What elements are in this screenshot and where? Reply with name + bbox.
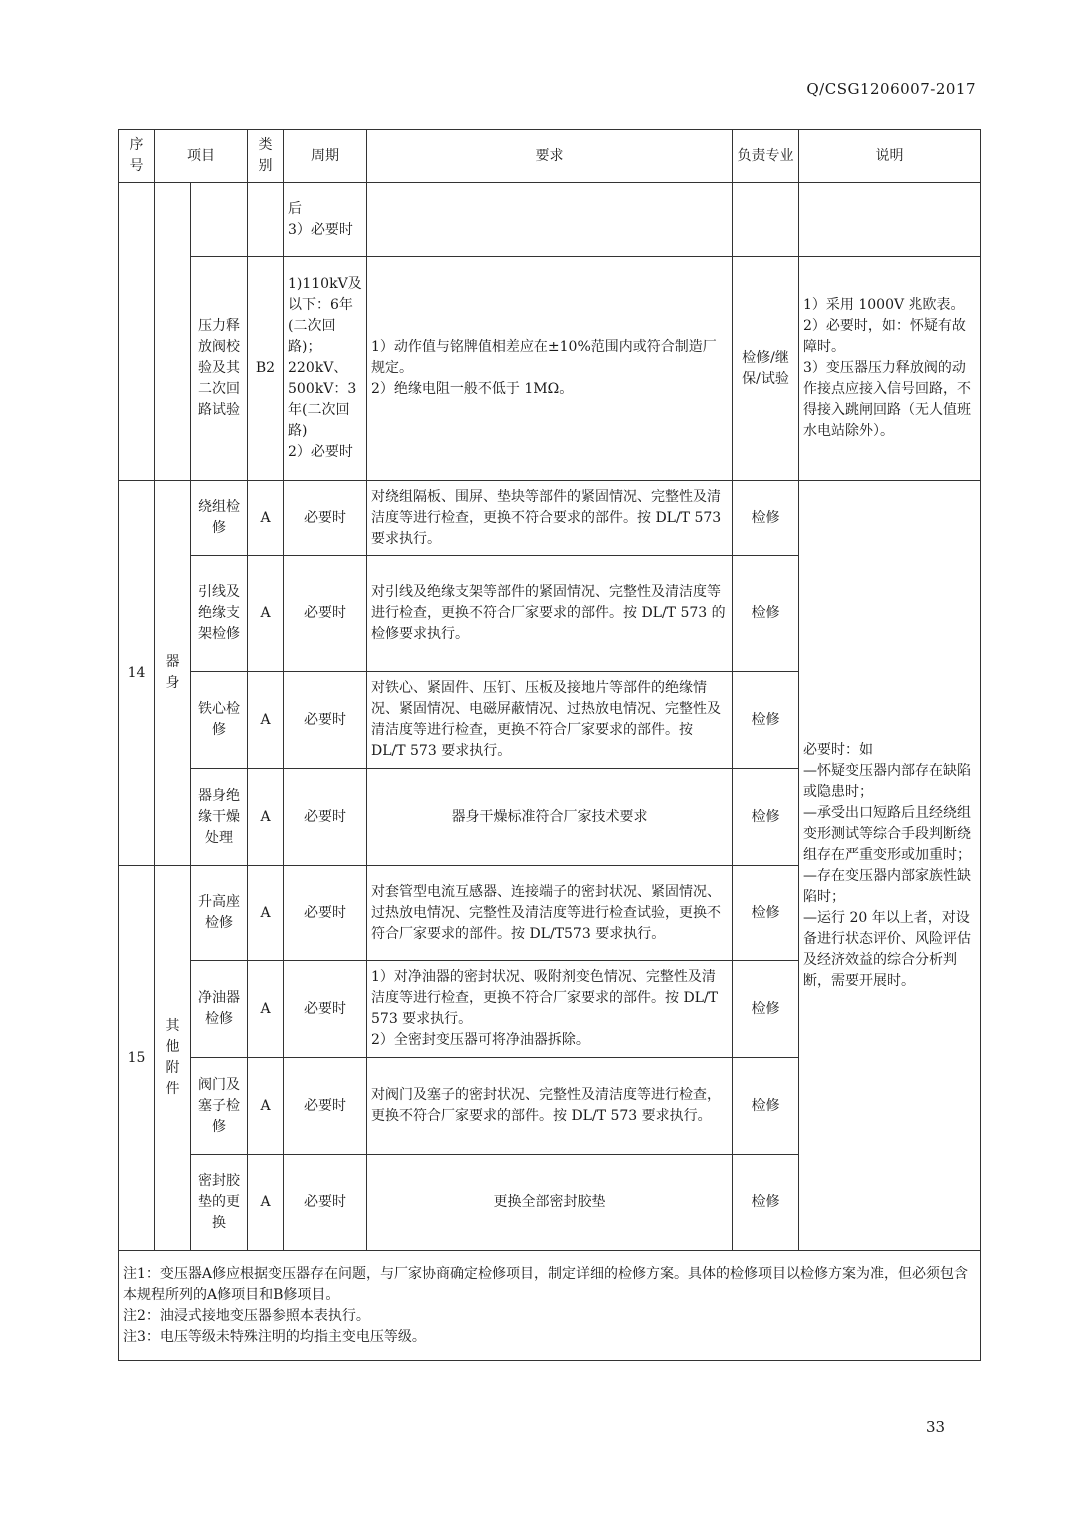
cell-cycle: 必要时 bbox=[284, 481, 367, 556]
cell-responsible: 检修 bbox=[733, 556, 799, 672]
header-row bbox=[119, 130, 981, 183]
cell-category-cont bbox=[248, 183, 284, 257]
header-item: 项目 bbox=[155, 130, 248, 183]
notes-row bbox=[119, 1251, 981, 1361]
cell-responsible: 检修 bbox=[733, 1058, 799, 1155]
page-number: 33 bbox=[926, 1418, 946, 1436]
cell-category: A bbox=[248, 961, 284, 1058]
cell-requirement: 1）动作值与铭牌值相差应在±10%范围内或符合制造厂规定。 2）绝缘电阻一般不低于 1MΩ。 bbox=[367, 257, 733, 481]
maintenance-table bbox=[118, 129, 981, 1361]
cell-responsible: 检修 bbox=[733, 961, 799, 1058]
table-row bbox=[119, 481, 981, 556]
cell-explain: 1）采用 1000V 兆欧表。 2）必要时，如：怀疑有故障时。 3）变压器压力释放阀的动作接点应接入信号回路，不得接入跳闸回路（无人值班水电站除外）。 bbox=[799, 257, 981, 481]
cell-cycle: 必要时 bbox=[284, 1155, 367, 1251]
cell-item: 阀门及塞子检修 bbox=[191, 1058, 248, 1155]
cell-requirement: 器身干燥标准符合厂家技术要求 bbox=[367, 769, 733, 866]
cell-item: 器身绝缘干燥处理 bbox=[191, 769, 248, 866]
note-2: 注2：油浸式接地变压器参照本表执行。 bbox=[123, 1307, 370, 1324]
cell-requirement-cont bbox=[367, 183, 733, 257]
cell-responsible: 检修/继保/试验 bbox=[733, 257, 799, 481]
cell-category: A bbox=[248, 672, 284, 769]
cell-responsible: 检修 bbox=[733, 1155, 799, 1251]
notes-cell bbox=[119, 1251, 981, 1361]
cell-category: A bbox=[248, 769, 284, 866]
cell-requirement: 对阀门及塞子的密封状况、完整性及清洁度等进行检查，更换不符合厂家要求的部件。按 DL/T 573 要求执行。 bbox=[367, 1058, 733, 1155]
header-requirement: 要求 bbox=[367, 130, 733, 183]
cell-category: A bbox=[248, 866, 284, 961]
cell-item-cont bbox=[191, 183, 248, 257]
cell-cycle-cont: 后 3）必要时 bbox=[284, 183, 367, 257]
cell-category: A bbox=[248, 481, 284, 556]
cell-responsible-cont bbox=[733, 183, 799, 257]
cell-requirement: 对铁心、紧固件、压钉、压板及接地片等部件的绝缘情况、紧固情况、电磁屏蔽情况、过热放电情况、完整性及清洁度等进行检查，更换不符合厂家要求的部件。按 DL/T 573 要求执行。 bbox=[367, 672, 733, 769]
cell-cycle: 必要时 bbox=[284, 556, 367, 672]
cell-part-prev bbox=[155, 183, 191, 481]
table-row-pressure-relief bbox=[119, 257, 981, 481]
header-responsible: 负责专业 bbox=[733, 130, 799, 183]
cell-category: A bbox=[248, 1058, 284, 1155]
header-cycle: 周期 bbox=[284, 130, 367, 183]
header-no: 序号 bbox=[119, 130, 155, 183]
header-category: 类别 bbox=[248, 130, 284, 183]
document-code: Q/CSG1206007-2017 bbox=[806, 80, 976, 98]
cell-item: 净油器检修 bbox=[191, 961, 248, 1058]
cell-item: 铁心检修 bbox=[191, 672, 248, 769]
note-3: 注3：电压等级未特殊注明的均指主变电压等级。 bbox=[123, 1328, 426, 1345]
cell-requirement: 对绕组隔板、围屏、垫块等部件的紧固情况、完整性及清洁度等进行检查，更换不符合要求的部件。按 DL/T 573 要求执行。 bbox=[367, 481, 733, 556]
note-1: 注1：变压器A修应根据变压器存在问题，与厂家协商确定检修项目，制定详细的检修方案。具体的检修项目以检修方案为准，但必须包含本规程所列的A修项目和B修项目。 bbox=[123, 1265, 969, 1303]
cell-item: 升高座检修 bbox=[191, 866, 248, 961]
cell-requirement: 对套管型电流互感器、连接端子的密封状况、紧固情况、过热放电情况、完整性及清洁度等进行检查试验，更换不符合厂家要求的部件。按 DL/T573 要求执行。 bbox=[367, 866, 733, 961]
cell-category: A bbox=[248, 1155, 284, 1251]
cell-category: B2 bbox=[248, 257, 284, 481]
table-row-continued bbox=[119, 183, 981, 257]
cell-cycle: 必要时 bbox=[284, 1058, 367, 1155]
shared-explain: 必要时：如 —怀疑变压器内部存在缺陷或隐患时； —承受出口短路后且经绕组变形测试等综合手段判断绕组存在严重变形或加重时； —存在变压器内部家族性缺陷时； —运行 20 年以上者，对设备进行状态评价、风险评估及经济效益的综合分析判断，需要开展时。 bbox=[799, 481, 981, 1251]
cell-responsible: 检修 bbox=[733, 481, 799, 556]
cell-requirement: 对引线及绝缘支架等部件的紧固情况、完整性及清洁度等进行检查，更换不符合厂家要求的部件。按 DL/T 573 的检修要求执行。 bbox=[367, 556, 733, 672]
cell-responsible: 检修 bbox=[733, 672, 799, 769]
header-explain: 说明 bbox=[799, 130, 981, 183]
group-part-15: 其他附件 bbox=[155, 866, 191, 1251]
cell-cycle: 必要时 bbox=[284, 866, 367, 961]
cell-requirement: 1）对净油器的密封状况、吸附剂变色情况、完整性及清洁度等进行检查，更换不符合厂家要求的部件。按 DL/T 573 要求执行。 2）全密封变压器可将净油器拆除。 bbox=[367, 961, 733, 1058]
cell-cycle: 必要时 bbox=[284, 961, 367, 1058]
cell-cycle: 1)110kV及以下：6年(二次回路)；220kV、500kV：3年(二次回路) 2）必要时 bbox=[284, 257, 367, 481]
cell-cycle: 必要时 bbox=[284, 769, 367, 866]
group-no-14: 14 bbox=[119, 481, 155, 866]
cell-item: 引线及绝缘支架检修 bbox=[191, 556, 248, 672]
group-no-15: 15 bbox=[119, 866, 155, 1251]
cell-responsible: 检修 bbox=[733, 866, 799, 961]
cell-no-prev bbox=[119, 183, 155, 481]
cell-item: 密封胶垫的更换 bbox=[191, 1155, 248, 1251]
cell-category: A bbox=[248, 556, 284, 672]
cell-responsible: 检修 bbox=[733, 769, 799, 866]
group-part-14: 器身 bbox=[155, 481, 191, 866]
cell-item: 压力释放阀校验及其二次回路试验 bbox=[191, 257, 248, 481]
cell-explain-cont bbox=[799, 183, 981, 257]
cell-requirement: 更换全部密封胶垫 bbox=[367, 1155, 733, 1251]
cell-cycle: 必要时 bbox=[284, 672, 367, 769]
cell-item: 绕组检修 bbox=[191, 481, 248, 556]
